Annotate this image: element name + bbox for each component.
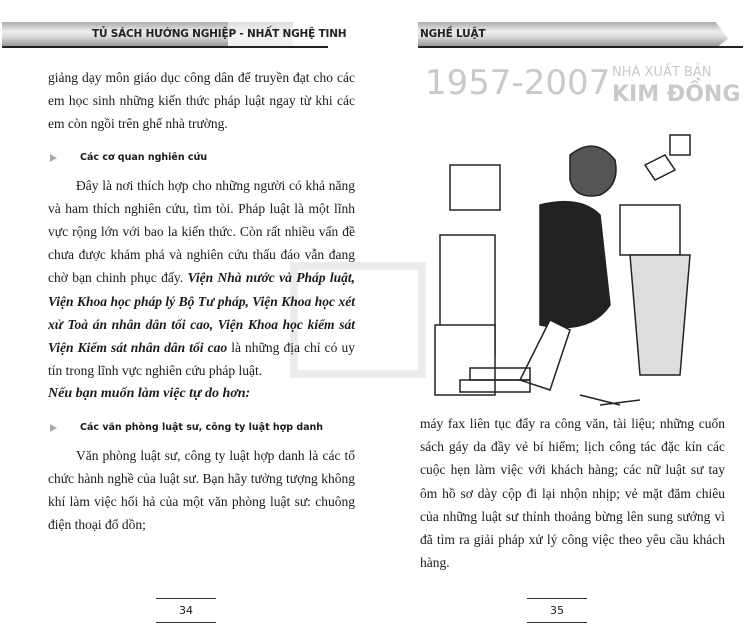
watermark-years: 1957-2007 xyxy=(425,63,611,103)
bullet-triangle-icon xyxy=(50,424,57,432)
right-para-1: máy fax liên tục đẩy ra công văn, tài liệu; những cuốn sách gáy da đầy vẻ bí hiểm; lịch công tác đặc kín các cuộc hẹn làm việc với khách hàng; các nữ luật sư tay ôm hồ sơ dày cộp đi lại nhộn nhịp; vẻ mặt đăm chiêu của những luật sư thỉnh thoảng bừng lên sung sướng vì đã tìm ra giải pháp xử lý công việc theo yêu cầu khách hàng. xyxy=(420,416,725,571)
right-page-column xyxy=(420,412,725,574)
left-page-column xyxy=(48,66,355,536)
section-heading: Các văn phòng luật sư, công ty luật hợp danh xyxy=(80,421,324,433)
series-title: TỦ SÁCH HƯỚNG NGHIỆP - NHẤT NGHỆ TINH xyxy=(92,28,347,40)
watermark-publisher: NHÀ XUẤT BẢN xyxy=(612,65,712,80)
book-title: NGHỀ LUẬT xyxy=(420,28,486,40)
subtitle: Nếu bạn muốn làm việc tự do hơn: xyxy=(48,386,251,402)
left-para-1: giảng dạy môn giáo dục công dân để truyền đạt cho các em học sinh những kiến thức pháp luật ngay từ khi các em còn ngồi trên ghế nhà trường. xyxy=(48,70,355,132)
page-number-left: 34 xyxy=(156,598,216,624)
section-heading: Các cơ quan nghiên cứu xyxy=(80,151,208,163)
left-para-2: Đây là nơi thích hợp cho những người có khả năng và ham thích nghiên cứu, tìm tòi. Pháp luật là một lĩnh vực rộng lớn với bao la kiến thức. Còn rất nhiều vấn đề chưa được khám phá và nghiên cứu thấu đáo vẫn đang chờ bạn chinh phục đấy. Viện Nhà nước và Pháp luật, Viện Khoa học pháp lý Bộ Tư pháp, Viện Khoa học xét xử Toà án nhân dân tối cao, Viện Khoa học kiểm sát Viện Kiểm sát nhân dân tối cao là những địa chỉ có uy tín trong lĩnh vực nghiên cứu pháp luật. xyxy=(48,177,355,379)
page-number-right: 35 xyxy=(527,598,587,624)
lawyer-office-illustration xyxy=(430,125,710,410)
bullet-triangle-icon xyxy=(50,154,57,162)
left-para-3: Văn phòng luật sư, công ty luật hợp danh là các tổ chức hành nghề của luật sư. Bạn hãy tưởng tượng không khí làm việc hối hả của một văn phòng luật sư: chuông điện thoại đổ dồn; xyxy=(48,447,355,533)
header-rule-left xyxy=(2,46,328,48)
section-heading-row xyxy=(50,150,355,166)
header-rule-right xyxy=(418,46,743,48)
watermark-brand: KIM ĐỒNG xyxy=(612,82,741,107)
section-heading-row xyxy=(50,420,355,436)
